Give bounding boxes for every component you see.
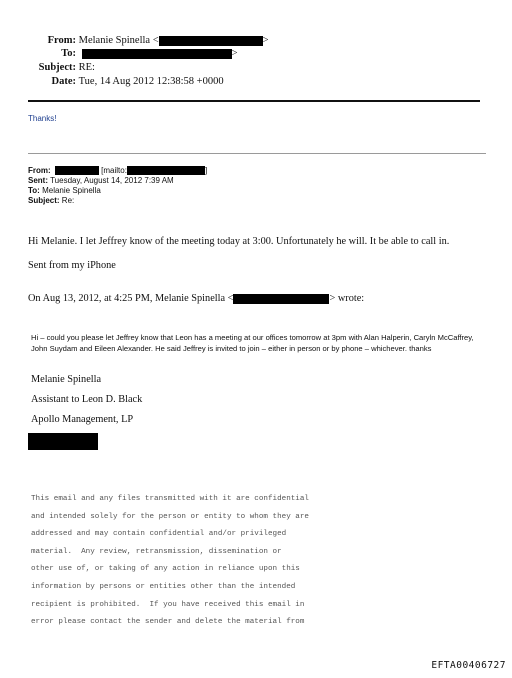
reply-body: Thanks!	[28, 114, 57, 123]
header-divider	[28, 100, 480, 102]
disclaimer-line: error please contact the sender and delete the material from	[31, 618, 305, 627]
disclaimer	[31, 491, 309, 632]
date-label: Date:	[51, 76, 76, 87]
disclaimer-line: This email and any files transmitted with it are confidential	[31, 495, 309, 503]
redaction-bar	[159, 36, 263, 46]
header-subject-row	[0, 61, 95, 74]
to-label: To:	[61, 48, 76, 59]
forwarded-to-value: Melanie Spinella	[42, 186, 101, 195]
subject-value: RE:	[78, 62, 95, 73]
forwarded-from-label: From:	[28, 166, 51, 175]
disclaimer-line: recipient is prohibited. If you have received this email in	[31, 600, 305, 609]
redaction-bar	[233, 294, 329, 304]
mailto-text: [mailto:	[101, 166, 127, 175]
redaction-bar	[82, 49, 232, 59]
forwarded-sent-label: Sent:	[28, 176, 48, 185]
from-close: >	[262, 35, 269, 46]
disclaimer-line: other use of, or taking of any action in reliance upon this	[31, 565, 300, 574]
redaction-bar	[55, 166, 99, 175]
subject-label: Subject:	[38, 62, 76, 73]
mailto-close: ]	[204, 166, 208, 175]
header-to-row	[0, 47, 238, 60]
disclaimer-line: addressed and may contain confidential and/or privileged	[31, 530, 287, 539]
forwarded-sent-value: Tuesday, August 14, 2012 7:39 AM	[50, 176, 174, 185]
forwarded-subject-label: Subject:	[28, 196, 60, 205]
disclaimer-line: information by persons or entities other than the intended	[31, 582, 296, 591]
forwarded-subject-row	[28, 196, 74, 206]
date-value: Tue, 14 Aug 2012 12:38:58 +0000	[78, 76, 224, 87]
forwarded-to-row	[28, 186, 101, 196]
redaction-bar	[28, 433, 98, 450]
forwarded-to-label: To:	[28, 186, 40, 195]
from-value: Melanie Spinella <	[78, 35, 159, 46]
forwarded-from-row	[28, 166, 207, 176]
signature-name: Melanie Spinella	[31, 374, 102, 385]
from-label: From:	[47, 35, 76, 46]
to-close: >	[231, 48, 238, 59]
wrote-suffix: > wrote:	[329, 293, 365, 304]
forwarded-subject-value: Re:	[61, 196, 75, 205]
message-line-1: Hi Melanie. I let Jeffrey know of the meeting today at 3:00. Unfortunately he will. It be able to call in.	[28, 236, 450, 247]
message-line-2: Sent from my iPhone	[28, 260, 116, 271]
header-from-row	[0, 34, 269, 47]
disclaimer-line: material. Any review, retransmission, dissemination or	[31, 547, 282, 556]
signature-company: Apollo Management, LP	[31, 414, 134, 425]
document-id: EFTA00406727	[431, 660, 506, 671]
forwarded-sent-row	[28, 176, 174, 186]
redaction-bar	[127, 166, 208, 175]
wrote-line	[28, 293, 364, 304]
forward-divider	[28, 153, 486, 154]
header-date-row	[0, 75, 224, 88]
quoted-message: Hi – could you please let Jeffrey know that Leon has a meeting at our offices tomorrow at 3pm with Alan Halperin, Caryln McCaffrey, John Suydam and Eileen Alexander. He said Jeffrey is invited to join – either in person or by phone – whichever. thanks	[31, 333, 474, 353]
disclaimer-line: and intended solely for the person or entity to whom they are	[31, 512, 309, 521]
wrote-prefix: On Aug 13, 2012, at 4:25 PM, Melanie Spinella <	[28, 293, 234, 304]
signature-title: Assistant to Leon D. Black	[31, 394, 143, 405]
